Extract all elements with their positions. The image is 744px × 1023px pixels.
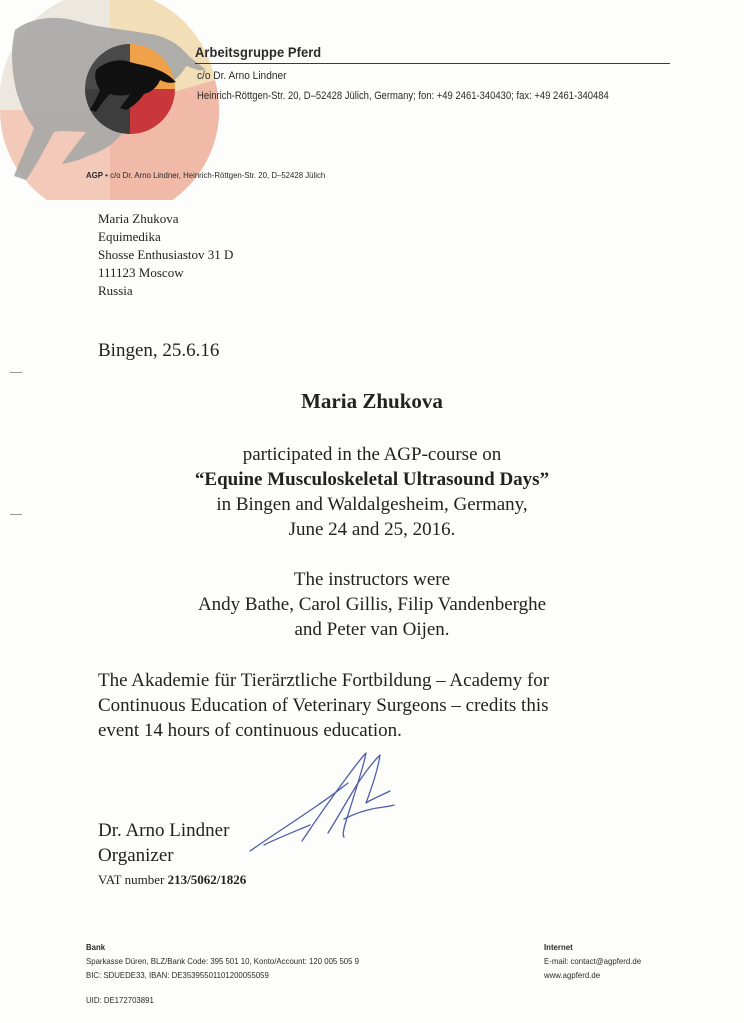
recipient-line: Equimedika (98, 229, 161, 244)
signer-name: Dr. Arno Lindner (98, 820, 230, 841)
recipient-line: Maria Zhukova (98, 211, 179, 226)
sender-address: c/o Dr. Arno Lindner, Heinrich-Röttgen-Str. 20, D–52428 Jülich (110, 170, 326, 180)
course-title: “Equine Musculoskeletal Ultrasound Days” (194, 469, 550, 490)
course-dates: June 24 and 25, 2016. (288, 519, 456, 540)
course-intro: participated in the AGP-course on (242, 444, 502, 465)
vat-value: 213/5062/1826 (167, 872, 247, 887)
course-statement (0, 442, 744, 542)
credits-line: event 14 hours of continuous education. (98, 720, 402, 741)
letterhead-divider (195, 63, 670, 64)
footer-website: www.agpferd.de (544, 970, 601, 980)
instructors-line: and Peter van Oijen. (294, 619, 450, 640)
punch-mark (10, 514, 22, 515)
footer-bank (86, 940, 359, 982)
recipient-address (98, 210, 233, 300)
fold-mark (10, 372, 22, 373)
credits-line: The Akademie für Tierärztliche Fortbildung – Academy for (98, 670, 550, 691)
instructors-line: The instructors were (293, 569, 451, 590)
bank-heading: Bank (86, 942, 106, 952)
sender-return-line (86, 170, 325, 180)
footer-uid: UID: DE172703891 (86, 995, 154, 1005)
signature-icon (240, 745, 410, 860)
signer-role: Organizer (98, 845, 174, 866)
recipient-line: Shosse Enthusiastov 31 D (98, 247, 234, 262)
sender-abbr: AGP (86, 170, 103, 180)
sender-separator: • (105, 170, 108, 180)
vat-label: VAT number (98, 872, 165, 887)
instructors-line: Andy Bathe, Carol Gillis, Filip Vandenberghe (197, 594, 547, 615)
credits-statement (98, 668, 658, 743)
instructors-block (0, 567, 744, 642)
signer-block (98, 818, 229, 868)
footer-email: E-mail: contact@agpferd.de (544, 956, 642, 966)
participant-name: Maria Zhukova (301, 389, 443, 413)
internet-heading: Internet (544, 942, 573, 952)
org-address: Heinrich-Röttgen-Str. 20, D–52428 Jülich, Germany; fon: +49 2461-340430; fax: +49 2461-340484 (197, 90, 609, 102)
vat-number (98, 872, 246, 888)
recipient-line: 111123 Moscow (98, 265, 184, 280)
footer-internet (544, 940, 641, 982)
org-name: Arbeitsgruppe Pferd (195, 44, 322, 60)
org-care-of: c/o Dr. Arno Lindner (197, 70, 287, 82)
bank-bic-iban: BIC: SDUEDE33, IBAN: DE35395501101200055059 (86, 970, 269, 980)
bank-details: Sparkasse Düren, BLZ/Bank Code: 395 501 10, Konto/Account: 120 005 505 9 (86, 956, 360, 966)
letter-date: Bingen, 25.6.16 (98, 340, 220, 361)
credits-line: Continuous Education of Veterinary Surgeons – credits this (98, 695, 549, 716)
recipient-line: Russia (98, 283, 133, 298)
course-location: in Bingen and Waldalgesheim, Germany, (216, 494, 528, 515)
